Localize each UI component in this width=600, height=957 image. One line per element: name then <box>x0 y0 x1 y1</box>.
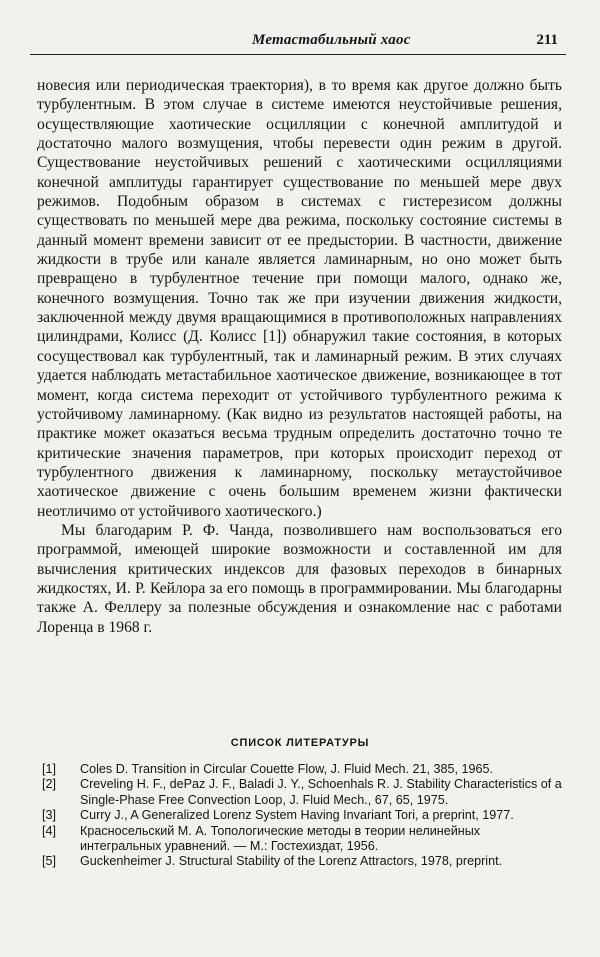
reference-text: Coles D. Transition in Circular Couette Flow, J. Fluid Mech. 21, 385, 1965. <box>80 762 493 776</box>
main-text <box>37 76 562 637</box>
reference-item <box>42 854 562 869</box>
reference-text: Красносельский М. А. Топологические методы в теории нелинейных интегральных уравнений. — М.: Гостехиздат, 1956. <box>80 823 481 854</box>
reference-number: [4] <box>42 823 57 838</box>
reference-item <box>42 824 562 855</box>
reference-text: Creveling H. F., dePaz J. F., Baladi J. Y., Schoenhals R. J. Stability Characteristics of a Single-Phase Free Convection Loop, J. Fluid Mech., 67, 65, 1975. <box>80 777 562 807</box>
paragraph-chaos-discussion: новесия или периодическая траектория), в то время как другое должно быть турбулентным. В этом случае в системе имеются неустойчивые решения, осуществляющие хаотические осцилляции с конечной амплитудой и достаточно малого возмущения, чтобы перевести один режим в другой. Существование неустойчивых решений с хаотическими осцилляциями конечной амплитуды гарантирует существование по меньшей мере двух режимов. Подобным образом в системах с гистерезисом должны существовать по меньшей мере два режима, поскольку состояние системы в данный момент времени зависит от ее предыстории. В частности, движение жидкости в трубе или канале является ламинарным, но оно может быть превращено в турбулентное течение при помощи малого, однако же, конечного возмущения. Точно так же при изучении движения жидкости, заключенной между двумя вращающимися в противоположных направлениях цилиндрами, Колисс (Д. Колисс [1]) обнаружил такие состояния, в которых сосуществовал как турбулентный, так и ламинарный режим. В этих случаях удается наблюдать метастабильное хаотическое движение, возникающее в тот момент, когда система переходит от устойчивого турбулентного режима к устойчивому ламинарному. (Как видно из результатов настоящей работы, на практике может оказаться весьма трудным определить достаточно точно те критические значения параметров, при которых происходит переход от турбулентного движения к ламинарному, поскольку метаустойчивое хаотическое движение с очень большим временем жизни фактически неотличимо от устойчивого хаотического.) <box>37 77 562 520</box>
reference-item <box>42 777 562 808</box>
reference-number: [3] <box>42 808 57 823</box>
paragraph-acknowledgements: Мы благодарим Р. Ф. Чанда, позволившего нам воспользоваться его программой, имеющей широкие возможности и составленной им для вычисления критических индексов для фазовых переходов в бинарных жидкостях, И. Р. Кейлора за его помощь в программировании. Мы благодарны также А. Феллеру за полезные обсуждения и ознакомление нас с работами Лоренца в 1968 г. <box>37 521 562 636</box>
page-header <box>30 30 566 55</box>
reference-number: [1] <box>42 762 57 776</box>
reference-text: Curry J., A Generalized Lorenz System Having Invariant Tori, a preprint, 1977. <box>80 808 514 823</box>
reference-number: [2] <box>42 777 57 792</box>
reference-list <box>42 762 562 870</box>
page-number: 211 <box>536 32 558 48</box>
reference-item <box>42 808 562 823</box>
reference-text: Guckenheimer J. Structural Stability of the Lorenz Attractors, 1978, preprint. <box>80 854 503 869</box>
running-title: Метастабильный хаос <box>252 32 411 48</box>
references-heading: СПИСОК ЛИТЕРАТУРЫ <box>230 737 370 749</box>
reference-number: [5] <box>42 854 57 869</box>
reference-item <box>42 762 562 777</box>
